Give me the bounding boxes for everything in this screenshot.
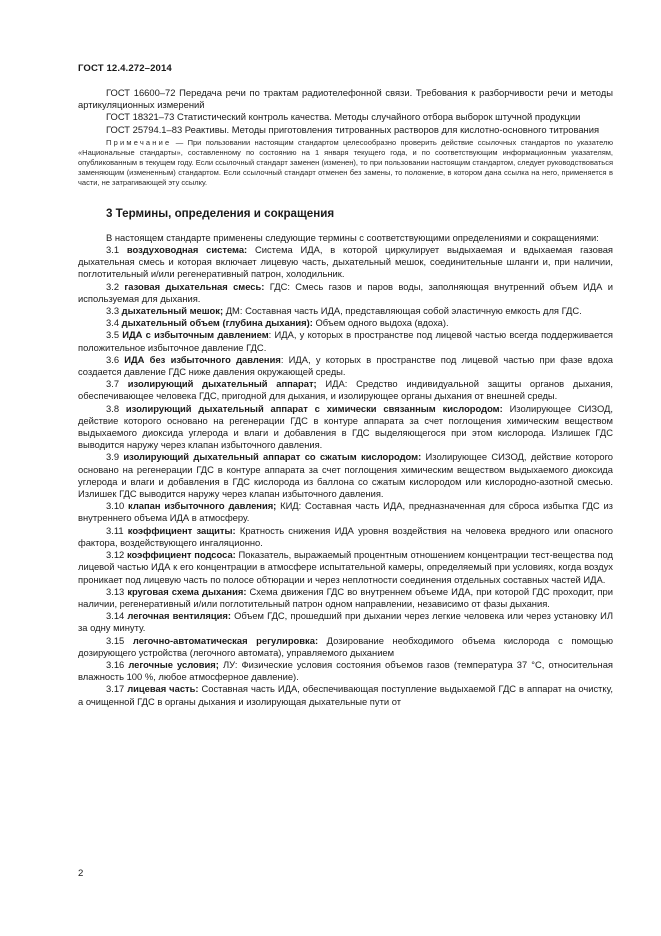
term-name: коэффициент защиты: [127,524,236,536]
term-number: 3.1 [106,244,127,256]
term-entry [78,610,613,634]
term-name: ИДА с избыточным давлением [122,329,269,341]
term-entry [78,549,613,586]
term-entry [78,317,613,329]
term-entry [78,659,613,683]
term-definition: Дозирование необходимого объема кислорода с помощью дозирующего устройства (легочного автомата), управляемого дыханием [78,634,613,658]
term-entry [78,586,613,610]
term-number: 3.12 [106,549,127,561]
doc-body [78,87,613,708]
term-entry [78,354,613,378]
term-name: легочно-автоматическая регулировка: [132,634,319,646]
term-number: 3.8 [106,402,126,414]
term-number: 3.15 [106,634,133,646]
term-entry [78,635,613,659]
term-definition: Изолирующее СИЗОД, действие которого основано на регенерации ГДС в контуре аппарата за счет поглощения химическим веществом выдыхаемого диоксида углерода и влаги и добавления в ГДС выделяющегося при этом кислорода. Излишек ГДС выводится наружу через клапан избыточного давления. [78,402,614,451]
term-entry [78,378,613,402]
term-name: дыхательный мешок; [121,305,224,317]
term-definition: Объем одного выдоха (вдоха). [312,317,449,329]
term-number: 3.4 [106,317,122,329]
term-number: 3.16 [106,658,129,670]
term-definition: Система ИДА, в которой циркулирует выдыхаемая и вдыхаемая газовая дыхательная смесь и которая включает лицевую часть, дыхательный мешок, соединительные шланги и, при наличии, поглотительный и/или регенеративный патрон, холодильник. [78,244,613,280]
term-definition: Объем ГДС, прошедший при дыхании через легкие человека или через установку ИЛ за одну минуту. [78,610,613,634]
section-heading: 3 Термины, определения и сокращения [106,206,335,220]
term-definition: КИД: Составная часть ИДА, предназначенная для сброса избытка ГДС из внутреннего объема ИДА в атмосферу. [78,500,613,524]
page-number: 2 [78,868,84,879]
term-name: лицевая часть: [127,683,199,695]
term-name: воздуховодная система: [126,244,248,256]
doc-header: ГОСТ 12.4.272–2014 [78,63,172,74]
term-entry [78,500,613,524]
term-name: легочные условия; [128,658,219,670]
term-definition: Составная часть ИДА, обеспечивающая поступление выдыхаемой ГДС в аппарат на очистку, а очищенной ГДС в органы дыхания и изолирующая дыхательные пути от [78,683,613,707]
term-name: дыхательный объем (глубина дыхания): [121,317,313,329]
reference-item: ГОСТ 18321–73 Статистический контроль качества. Методы случайного отбора выборок штучной продукции [106,111,581,123]
term-number: 3.7 [106,378,128,390]
reference-item: ГОСТ 25794.1–83 Реактивы. Методы приготовления титрованных растворов для кислотно-основного титрования [106,123,600,135]
term-definition: ИДА: Средство индивидуальной защиты органов дыхания, обеспечивающее человека ГДС, пригодной для дыхания, и изолирующее органы дыхания от внешней среды. [78,378,613,402]
term-number: 3.11 [106,524,128,536]
term-name: легочная вентиляция: [127,610,232,622]
term-number: 3.10 [106,500,129,512]
reference-item: ГОСТ 16600–72 Передача речи по трактам радиотелефонной связи. Требования к разборчивости речи и методы артикуляционных измерений [78,87,613,111]
term-number: 3.9 [106,451,124,463]
term-definition: : ИДА, у которых в пространстве под лицевой частью всегда поддерживается положительное избыточное давление ГДС. [78,329,614,353]
term-number: 3.2 [106,280,125,292]
term-number: 3.3 [106,305,122,317]
note-paragraph [78,138,613,188]
term-entry [78,403,613,452]
term-number: 3.17 [106,683,128,695]
term-name: клапан избыточного давления; [128,500,277,512]
terms-list [78,244,613,708]
term-name: ИДА без избыточного давления [124,353,281,365]
term-name: газовая дыхательная смесь: [124,280,265,292]
term-name: изолирующий дыхательный аппарат; [127,378,317,390]
note-text: — При пользовании настоящим стандартом целесообразно проверить действие ссылочных стандартов по указателю «Национальные стандарты», составленному по состоянию на 1 января текущего года, и по соответствующим информационным указателям, опубликованным в текущем году. Если ссылочный стандарт заменен (изменен), то при пользовании настоящим стандартом, следует руководствоваться заменяющим (измененным) стандартом. Если ссылочный стандарт отменен без замены, то положение, в котором дана ссылка на него, применяется в части, не затрагивающей эту ссылку. [78,137,613,187]
term-definition: ДМ: Составная часть ИДА, представляющая собой эластичную емкость для ГДС. [223,305,582,317]
term-number: 3.6 [106,353,125,365]
term-entry [78,244,613,281]
term-name: коэффициент подсоса: [126,549,236,561]
note-label: Примечание [106,137,172,147]
term-name: круговая схема дыхания: [127,585,247,597]
term-definition: Кратность снижения ИДА уровня воздействия на человека вредного или опасного фактора, воздействующего ингаляционно. [78,524,613,548]
intro-paragraph: В настоящем стандарте применены следующие термины с соответствующими определениями и сокращениями: [106,231,599,243]
term-number: 3.13 [106,585,128,597]
term-definition: : ИДА, у которых в пространстве под лицевой частью при фазе вдоха создается давление ГДС ниже давления окружающей среды. [78,353,613,378]
term-number: 3.14 [106,610,128,622]
term-entry [78,281,613,305]
term-definition: Показатель, выражаемый процентным отношением концентрации тест-вещества под лицевой частью ИДА к его концентрации в атмосфере испытательной камеры, определяемый при условиях, когда воздух проникает под лицевую часть по полосе обтюрации и через неплотности соединения отдельных составных частей ИДА. [78,549,613,585]
term-name: изолирующий дыхательный аппарат со сжатым кислородом: [123,451,422,463]
term-entry [78,525,613,549]
term-number: 3.5 [106,329,123,341]
term-definition: ГДС: Смесь газов и паров воды, заполняющая внутренний объем ИДА и используемая для дыхания. [78,280,613,304]
term-definition: Схема движения ГДС во внутреннем объеме ИДА, при которой ГДС проходит, при наличии, регенеративный и/или поглотительный патрон одном направлении, независимо от фазы дыхания. [78,585,614,609]
term-entry [78,305,613,317]
normative-references [78,87,613,136]
term-definition: ЛУ: Физические условия состояния объемов газов (температура 37 °С, относительная влажность 100 %, любое атмосферное давление). [78,658,613,683]
term-entry [78,329,613,353]
term-entry [78,451,613,500]
term-entry [78,683,613,707]
term-definition: Изолирующее СИЗОД, действие которого основано на регенерации ГДС в контуре аппарата за счет поглощения химическим веществом выдыхаемого диоксида углерода и влаги и добавления в ГДС кислорода из баллона со сжатым кислородом или кислородно-азотной смесью. Излишек ГДС выводится наружу через клапан избыточного давления. [78,451,613,500]
term-name: изолирующий дыхательный аппарат с химически связанным кислородом: [125,402,503,414]
